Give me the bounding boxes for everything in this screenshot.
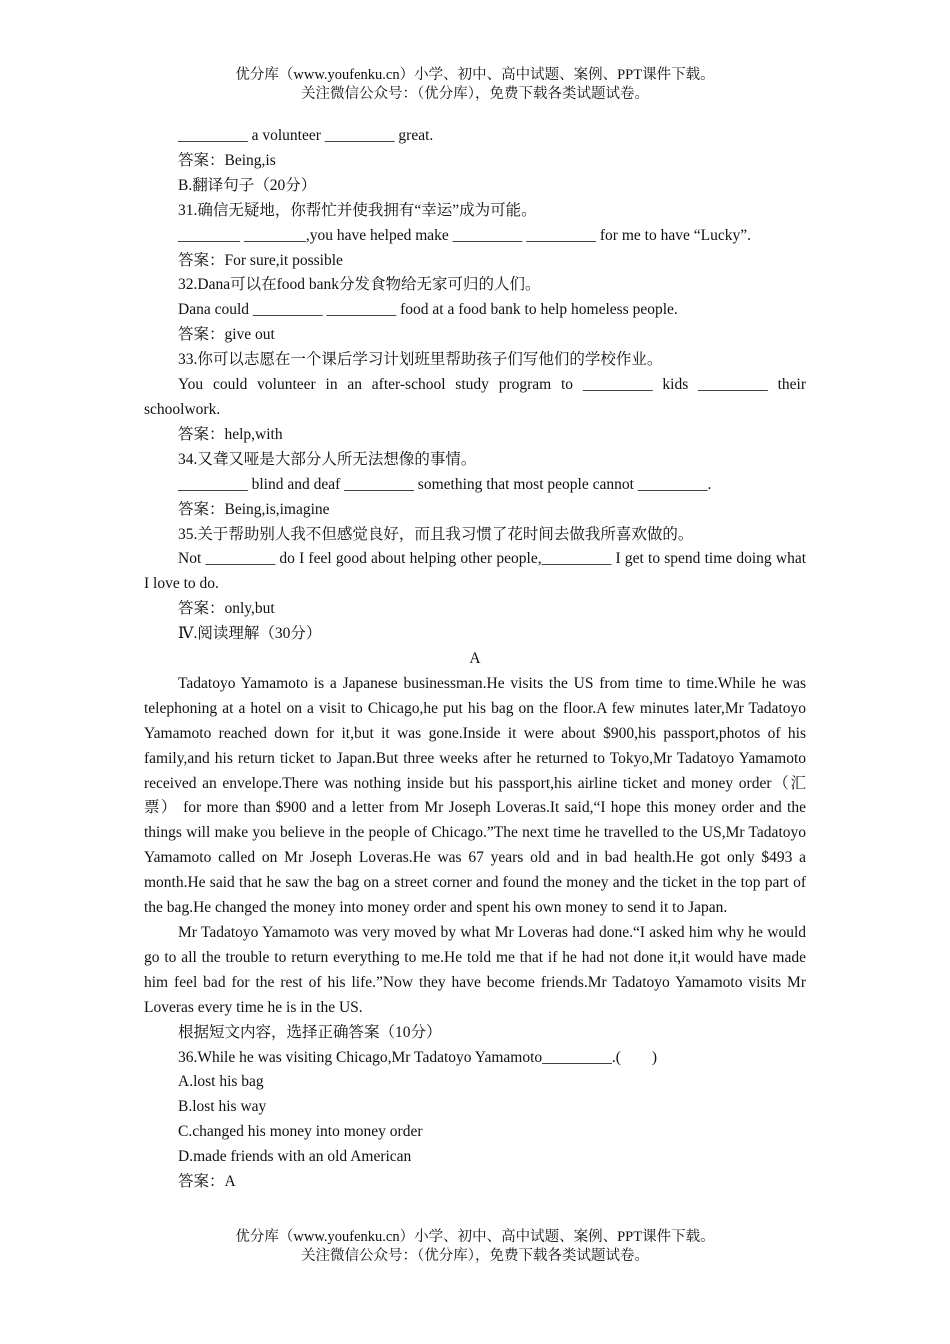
section-iv-heading: Ⅳ.阅读理解（30分）: [178, 625, 322, 643]
question-33: 33.你可以志愿在一个课后学习计划班里帮助孩子们写他们的学校作业。: [178, 351, 663, 369]
passage-title: A: [469, 650, 481, 668]
answer-32: 答案：give out: [178, 326, 275, 344]
answer-34: 答案：Being,is,imagine: [178, 500, 330, 518]
question-35-blank: Not _________ do I feel good about helping other people,_________ I get to spend time doing what I love to do.: [144, 550, 806, 593]
header-line-1: 优分库（www.youfenku.cn）小学、初中、高中试题、案例、PPT课件下载。: [235, 67, 715, 83]
page-footer: [0, 1228, 950, 1266]
question-34-blank: _________ blind and deaf _________ something that most people cannot _________.: [178, 475, 712, 493]
question-31-blank: ________ ________,you have helped make _________ _________ for me to have “Lucky”.: [178, 226, 751, 244]
header-line-2: 关注微信公众号：（优分库），免费下载各类试题试卷。: [301, 86, 649, 102]
answer-35: 答案：only,but: [178, 600, 275, 618]
option-a: A.lost his bag: [178, 1073, 264, 1091]
answer-31: 答案：For sure,it possible: [178, 251, 343, 269]
passage-paragraph-2: Mr Tadatoyo Yamamoto was very moved by what Mr Loveras had done.“I asked him why he would go to all the trouble to return everything to me.He told me that if he had not done it,it would have made him feel bad for the rest of his life.”Now they have become friends.Mr Tadatoyo Yamamoto visits Mr Loveras every time he is in the US.: [144, 924, 806, 1016]
answer-30: 答案：Being,is: [178, 151, 276, 169]
option-c: C.changed his money into money order: [178, 1123, 423, 1141]
section-b-heading: B.翻译句子（20分）: [178, 176, 317, 194]
answer-33: 答案：help,with: [178, 425, 283, 443]
passage-paragraph-1: Tadatoyo Yamamoto is a Japanese businessman.He visits the US from time to time.While he was telephoning at a hotel on a visit to Chicago,he put his bag on the floor.A few minutes later,Mr Tadatoyo Yamamoto reached down for it,but it was gone.Inside it were about $900,his passport,photos of his family,and his return ticket to Japan.But three weeks after he returned to Tokyo,Mr Tadatoyo Yamamoto received an envelope.There was nothing inside but his passport,his airline ticket and money order（汇票） for more than $900 and a letter from Mr Joseph Loveras.It said,“I hope this money order and the things will make you believe in the people of Chicago.”The next time he travelled to the US,Mr Tadatoyo Yamamoto called on Mr Joseph Loveras.He was 67 years old and in bad health.He got only $493 a month.He said that he saw the bag on a street corner and found the money and the ticket in the top part of the bag.He changed the money into money order and spent his own money to send it to Japan.: [144, 674, 806, 917]
question-34: 34.又聋又哑是大部分人所无法想像的事情。: [178, 450, 477, 468]
page-header: [0, 66, 950, 104]
question-32: 32.Dana可以在food bank分发食物给无家可归的人们。: [178, 276, 541, 294]
question-33-blank: You could volunteer in an after-school study program to _________ kids _________ their schoolwork.: [144, 376, 806, 418]
option-d: D.made friends with an old American: [178, 1148, 412, 1166]
question-36: 36.While he was visiting Chicago,Mr Tadatoyo Yamamoto_________.( ): [178, 1048, 658, 1066]
question-32-blank: Dana could _________ _________ food at a food bank to help homeless people.: [178, 301, 678, 319]
question-instruction: 根据短文内容，选择正确答案（10分）: [178, 1023, 442, 1041]
question-35: 35.关于帮助别人我不但感觉良好，而且我习惯了花时间去做我所喜欢做的。: [178, 525, 694, 543]
option-b: B.lost his way: [178, 1098, 267, 1116]
footer-line-1: 优分库（www.youfenku.cn）小学、初中、高中试题、案例、PPT课件下载。: [235, 1229, 715, 1245]
document-body: [144, 124, 806, 1195]
fill-blank-sentence: _________ a volunteer _________ great.: [178, 127, 434, 144]
footer-line-2: 关注微信公众号：（优分库），免费下载各类试题试卷。: [301, 1248, 649, 1264]
question-31: 31.确信无疑地，你帮忙并使我拥有“幸运”成为可能。: [178, 201, 537, 219]
answer-36: 答案：A: [178, 1173, 236, 1191]
